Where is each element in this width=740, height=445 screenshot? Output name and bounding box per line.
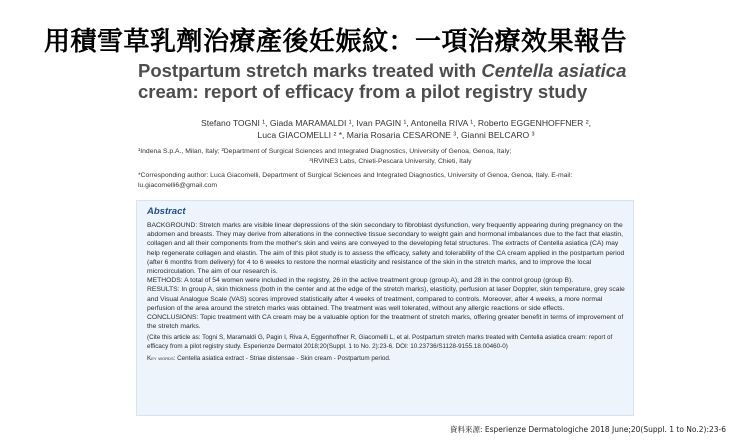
authors-line-1: Stefano TOGNI ¹, Giada MARAMALDI ¹, Ivan PAGIN ¹, Antonella RIVA ¹, Roberto EGGENHOFFNER ², bbox=[200, 118, 592, 128]
abstract-background: BACKGROUND: Stretch marks are visible linear depressions of the skin secondary to fibroblast dysfunction, very frequently appearing during pregnancy on the abdomen and breasts. They may derive from alterations in the connective tissue secondary to weight gain and hormonal imbalances due to the fact that elastin, collagen and all their components from the mother's skin and veins are conveyed to the developing fetal structures. The extracts of Centella asiatica (CA) may help regenerate collagen and elastin. The aim of this pilot study is to assess the efficacy, safety and tolerability of the CA cream applied in the postpartum period (after 6 months from delivery) for 4 to 6 weeks to restore the normal elasticity and resistance of the skin in the stretch marks, and to improve the local microcirculation. The aim of our research is. bbox=[147, 222, 625, 276]
abstract-box bbox=[136, 200, 634, 416]
affiliation-line-2: ³IRVINE3 Labs, Chieti-Pescara University, Chieti, Italy bbox=[309, 157, 472, 165]
paper-title-part1: Postpartum stretch marks treated with bbox=[138, 60, 482, 81]
paper-title-part2: cream: report of efficacy from a pilot registry study bbox=[138, 81, 588, 102]
citation: (Cite this article as: Togni S, Maramaldi G, Pagin I, Riva A, Eggenhoffner R, Giacomelli L, et al. Postpartum stretch marks treated with Centella asiatica cream: report of efficacy from a pilot registry study. Esperienze Dermatol 2018;20(Suppl. 1 to No. 2):23-6. DOI: 10.23736/S1128-9155.18.00460-0) bbox=[147, 334, 613, 351]
affiliations bbox=[138, 147, 643, 166]
paper-excerpt bbox=[118, 60, 648, 414]
keywords-label: Key words: bbox=[147, 354, 176, 362]
affiliation-line-1: ¹Indena S.p.A., Milan, Italy; ²Department of Surgical Sciences and Integrated Diagnostics, University of Genoa, Genoa, Italy; bbox=[138, 148, 512, 155]
abstract-conclusions: CONCLUSIONS: Topic treatment with CA cream may be a valuable option for the treatment of stretch marks, offering greater benefit in terms of improvement of the stretch marks. bbox=[147, 314, 624, 331]
abstract-results: RESULTS: In group A, skin thickness (both in the center and at the edge of the stretch marks), elasticity, perfusion at laser Doppler, skin temperature, grey scale and Visual Analogue Scale (VAS) scores improved statistically after 4 weeks of treatment, compared to controls. Moreover, after 4 weeks, a more normal perfusion of the area around the stretch marks was obtained. The treatment was well tolerated, without any allergic reactions or side effects. bbox=[147, 286, 625, 312]
keywords-text: Centella asiatica extract - Striae distensae - Skin cream - Postpartum period. bbox=[175, 354, 391, 362]
author-list bbox=[146, 117, 646, 141]
abstract-heading: Abstract bbox=[147, 206, 186, 217]
keywords bbox=[147, 355, 625, 364]
paper-title-species: Centella asiatica bbox=[481, 60, 627, 81]
abstract-methods: METHODS: A total of 54 women were included in the registry, 26 in the active treatment group (group A), and 28 in the control group (group B). bbox=[147, 277, 574, 285]
corresponding-author bbox=[138, 171, 643, 190]
corresponding-author-line-1: *Corresponding author: Luca Giacomelli, Department of Surgical Sciences and Integrated Diagnostics, University of Genoa, Genoa, Italy. E-mail: bbox=[138, 172, 573, 179]
slide-title: 用積雪草乳劑治療產後妊娠紋：一項治療效果報告 bbox=[44, 27, 628, 57]
corresponding-author-email: lu.giacomelli6@gmail.com bbox=[138, 181, 218, 189]
authors-line-2: Luca GIACOMELLI ² *, Maria Rosaria CESARONE ³, Gianni BELCARO ³ bbox=[257, 130, 535, 140]
source-citation: 資料來源: Esperienze Dermatologiche 2018 June;20(Suppl. 1 to No.2):23-6 bbox=[449, 425, 726, 434]
abstract-body bbox=[147, 221, 625, 363]
paper-title bbox=[138, 60, 638, 102]
